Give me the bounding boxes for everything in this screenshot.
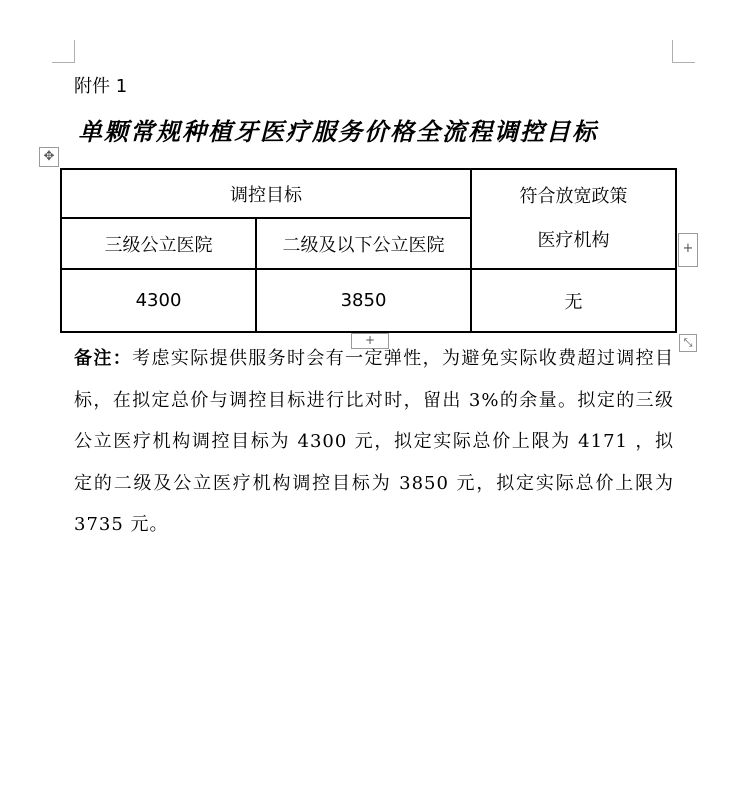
add-column-plus-icon[interactable]: + <box>678 233 698 267</box>
cell-policy-value: 无 <box>471 269 676 332</box>
remarks-paragraph <box>74 338 674 546</box>
attachment-label: 附件 1 <box>74 76 128 97</box>
cell-level2-value: 3850 <box>256 269 471 332</box>
page-corner-mark-top-right <box>672 40 695 63</box>
remarks-label: 备注： <box>74 348 133 369</box>
header-control-target: 调控目标 <box>61 169 471 218</box>
cell-level3-value: 4300 <box>61 269 256 332</box>
header-level3-hospital: 三级公立医院 <box>61 218 256 269</box>
add-row-plus-icon[interactable]: + <box>351 333 389 349</box>
move-arrows-icon[interactable]: ✥ <box>39 147 59 167</box>
header-level2-hospital: 二级及以下公立医院 <box>256 218 471 269</box>
document-title: 单颗常规种植牙医疗服务价格全流程调控目标 <box>78 117 598 146</box>
price-target-table <box>60 168 677 333</box>
header-policy-line-2: 医疗机构 <box>537 230 610 251</box>
header-policy-line-1: 符合放宽政策 <box>519 186 628 207</box>
remarks-text: 考虑实际提供服务时会有一定弹性，为避免实际收费超过调控目标，在拟定总价与调控目标进行比对时，留出 3%的余量。拟定的三级公立医疗机构调控目标为 4300 元，拟定实际总价上限为 4171 ，拟定的二级及公立医疗机构调控目标为 3850 元，拟定实际总价上限为 3735 元。 <box>74 348 675 535</box>
header-policy-institution <box>471 169 676 269</box>
page-corner-mark-top-left <box>52 40 75 63</box>
resize-diagonal-icon[interactable]: ⤡ <box>679 334 697 352</box>
